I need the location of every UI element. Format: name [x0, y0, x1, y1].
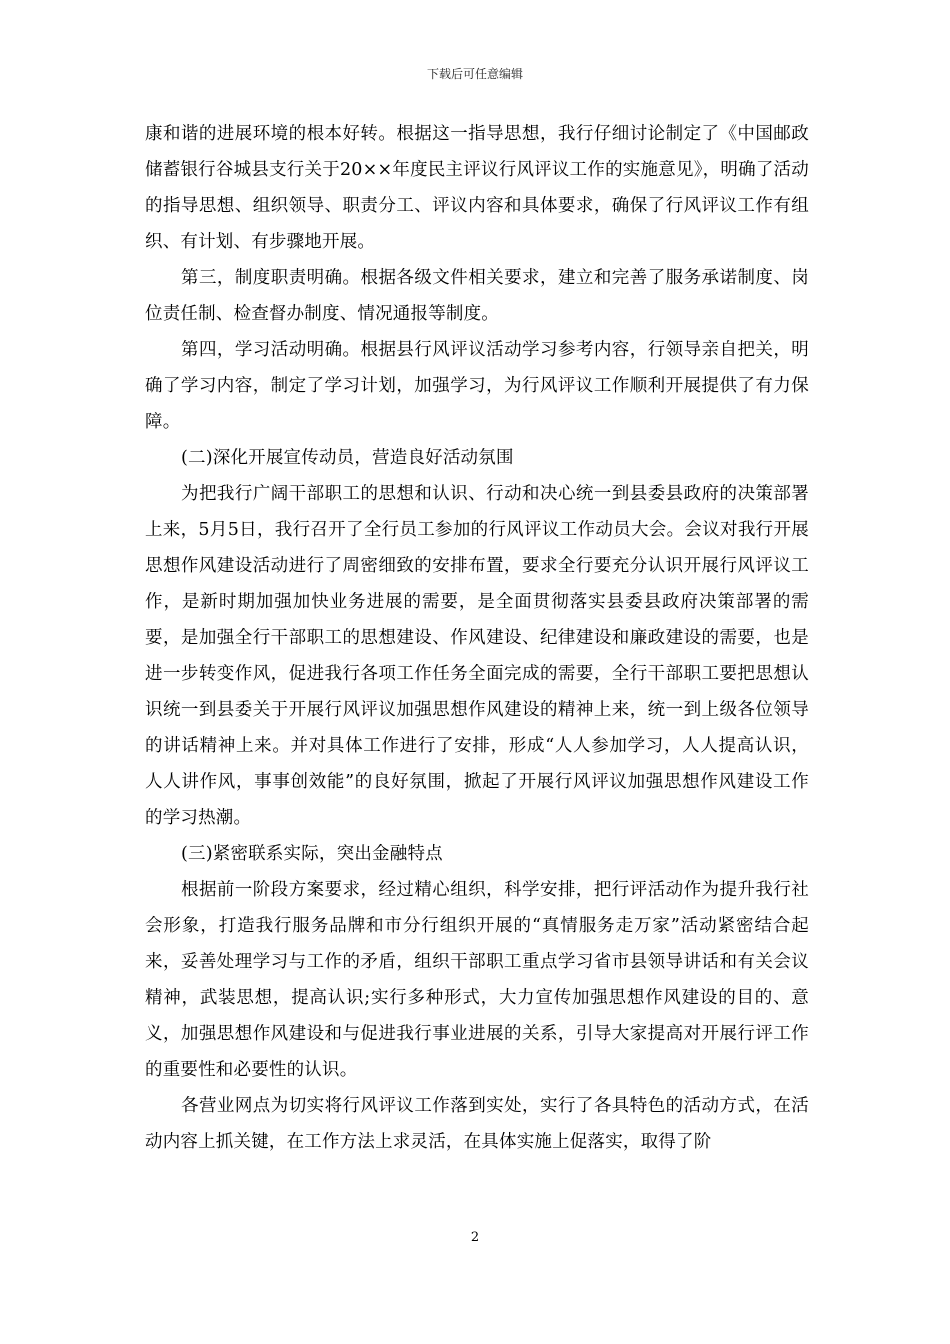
page-number: 2	[470, 1230, 480, 1245]
paragraph-branches: 各营业网点为切实将行风评议工作落到实处，实行了各具特色的活动方式，在活动内容上抓关键，在工作方法上求灵活，在具体实施上促落实，取得了阶	[145, 1096, 809, 1152]
section-heading-3: (三)紧密联系实际，突出金融特点	[181, 844, 443, 864]
paragraph-fourth-point: 第四，学习活动明确。根据县行风评议活动学习参考内容，行领导亲自把关，明确了学习内容，制定了学习计划，加强学习，为行风评议工作顺利开展提供了有力保障。	[145, 340, 809, 432]
paragraph-third-point: 第三，制度职责明确。根据各级文件相关要求，建立和完善了服务承诺制度、岗位责任制、检查督办制度、情况通报等制度。	[145, 268, 809, 324]
paragraph-mobilization: 为把我行广阔干部职工的思想和认识、行动和决心统一到县委县政府的决策部署上来，5月5日，我行召开了全行员工参加的行风评议工作动员大会。会议对我行开展思想作风建设活动进行了周密细致的安排布置，要求全行要充分认识开展行风评议工作，是新时期加强加快业务进展的需要，是全面贯彻落实县委县政府决策部署的需要，是加强全行干部职工的思想建设、作风建设、纪律建设和廉政建设的需要，也是进一步转变作风，促进我行各项工作任务全面完成的需要，全行干部职工要把思想认识统一到县委关于开展行风评议加强思想作风建设的精神上来，统一到上级各位领导的讲话精神上来。并对具体工作进行了安排，形成“人人参加学习，人人提高认识，人人讲作风，事事创效能”的良好氛围，掀起了开展行风评议加强思想作风建设工作的学习热潮。	[145, 484, 809, 828]
paragraph-continuation: 康和谐的进展环境的根本好转。根据这一指导思想，我行仔细讨论制定了《中国邮政储蓄银行谷城县支行关于20××年度民主评议行风评议工作的实施意见》，明确了活动的指导思想、组织领导、职责分工、评议内容和具体要求，确保了行风评议工作有组织、有计划、有步骤地开展。	[145, 124, 809, 252]
paragraph-practice: 根据前一阶段方案要求，经过精心组织，科学安排，把行评活动作为提升我行社会形象，打造我行服务品牌和市分行组织开展的“真情服务走万家”活动紧密结合起来，妥善处理学习与工作的矛盾，组织干部职工重点学习省市县领导讲话和有关会议精神，武装思想，提高认识;实行多种形式，大力宣传加强思想作风建设的目的、意义，加强思想作风建设和与促进我行事业进展的关系，引导大家提高对开展行评工作的重要性和必要性的认识。	[145, 880, 809, 1080]
document-body	[145, 116, 809, 1160]
section-heading-2: (二)深化开展宣传动员，营造良好活动氛围	[181, 448, 514, 468]
page-header: 下载后可任意编辑	[426, 67, 523, 81]
